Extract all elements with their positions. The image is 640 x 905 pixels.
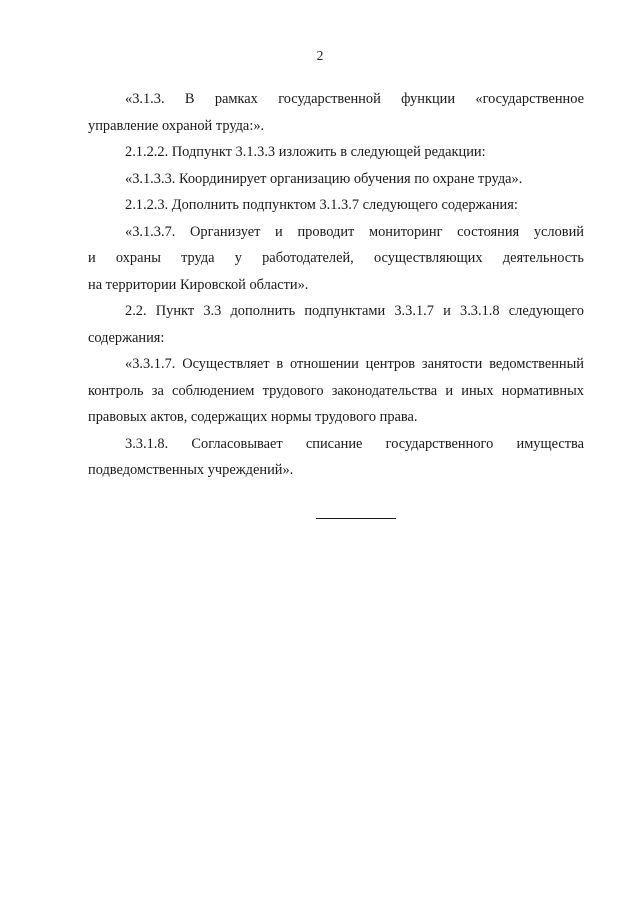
paragraph-2-1-2-3 — [88, 192, 584, 219]
text-line: «3.1.3.7. Организует и проводит мониторинг состояния условий — [125, 223, 584, 240]
document-body — [88, 86, 584, 484]
end-divider — [316, 518, 396, 519]
text-line: управление охраной труда:». — [88, 117, 265, 134]
text-line: правовых актов, содержащих нормы трудового права. — [88, 409, 418, 425]
text-line: на территории Кировской области». — [88, 276, 309, 293]
text-line: «3.1.3.3. Координирует организацию обучения по охране труда». — [125, 170, 523, 187]
text-line: и охраны труда у работодателей, осуществляющих деятельность — [88, 250, 584, 266]
text-line: подведомственных учреждений». — [88, 462, 294, 478]
paragraph-3-1-3 — [88, 86, 584, 139]
text-line: 2.1.2.2. Подпункт 3.1.3.3 изложить в следующей редакции: — [125, 144, 486, 160]
paragraph-3-1-3-7 — [88, 219, 584, 299]
text-line: содержания: — [88, 329, 165, 346]
text-line: «3.1.3. В рамках государственной функции «государственное — [125, 91, 584, 107]
text-line: «3.3.1.7. Осуществляет в отношении центров занятости ведомственный — [125, 356, 584, 372]
text-line: контроль за соблюдением трудового законодательства и иных нормативных — [88, 382, 584, 399]
text-line: 2.2. Пункт 3.3 дополнить подпунктами 3.3.1.7 и 3.3.1.8 следующего — [125, 303, 584, 319]
page-number: 2 — [316, 48, 324, 63]
text-line: 2.1.2.3. Дополнить подпунктом 3.1.3.7 следующего содержания: — [125, 197, 518, 213]
paragraph-3-3-1-8 — [88, 431, 584, 484]
paragraph-2-1-2-2 — [88, 139, 584, 166]
text-line: 3.3.1.8. Согласовывает списание государственного имущества — [125, 435, 584, 452]
paragraph-2-2 — [88, 298, 584, 351]
paragraph-3-1-3-3 — [88, 166, 584, 193]
paragraph-3-3-1-7 — [88, 351, 584, 431]
